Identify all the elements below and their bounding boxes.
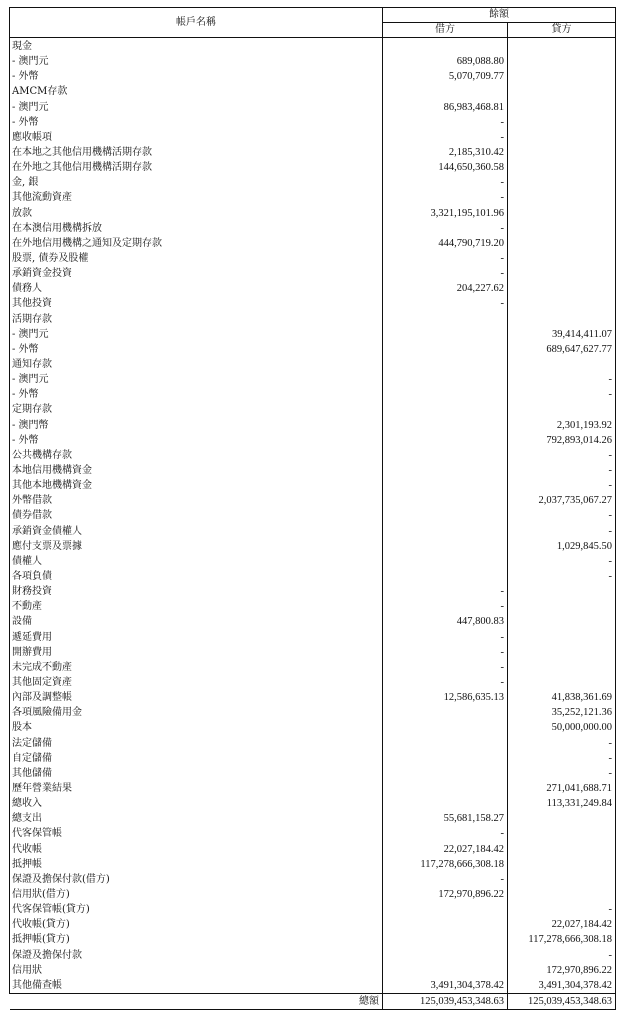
account-name-cell: 總支出 (10, 811, 383, 826)
table-row (10, 69, 616, 84)
account-name-cell: 信用狀(借方) (10, 887, 383, 902)
debit-cell (383, 751, 508, 766)
credit-cell (508, 887, 616, 902)
debit-cell: - (383, 115, 508, 130)
table-row (10, 100, 616, 115)
account-name-cell: 定期存款 (10, 402, 383, 417)
account-name-cell: 在外地之其他信用機構活期存款 (10, 160, 383, 175)
table-row (10, 38, 616, 55)
credit-cell (508, 115, 616, 130)
account-name-cell: 代客保管帳 (10, 826, 383, 841)
account-name-cell: 公共機構存款 (10, 448, 383, 463)
credit-cell (508, 84, 616, 99)
debit-cell (383, 84, 508, 99)
debit-cell: - (383, 266, 508, 281)
account-name-cell: 抵押帳(貸方) (10, 932, 383, 947)
table-body (10, 38, 616, 994)
credit-cell (508, 54, 616, 69)
table-row (10, 342, 616, 357)
credit-cell: - (508, 766, 616, 781)
debit-cell (383, 932, 508, 947)
credit-cell: - (508, 478, 616, 493)
table-row (10, 387, 616, 402)
table-row (10, 932, 616, 947)
table-row (10, 690, 616, 705)
table-row (10, 266, 616, 281)
account-name-cell: 歷年營業結果 (10, 781, 383, 796)
table-row (10, 236, 616, 251)
account-name-cell: 通知存款 (10, 357, 383, 372)
account-name-cell: 各項風險備用金 (10, 705, 383, 720)
account-name-cell: - 澳門元 (10, 54, 383, 69)
debit-cell (383, 387, 508, 402)
credit-cell (508, 190, 616, 205)
credit-cell (508, 402, 616, 417)
account-name-cell: - 外幣 (10, 433, 383, 448)
credit-cell: - (508, 524, 616, 539)
credit-cell: 117,278,666,308.18 (508, 932, 616, 947)
credit-cell: 39,414,411.07 (508, 327, 616, 342)
credit-cell (508, 645, 616, 660)
debit-cell: 144,650,360.58 (383, 160, 508, 175)
balance-header: 餘額 (383, 8, 616, 23)
credit-cell: - (508, 751, 616, 766)
table-row (10, 705, 616, 720)
debit-cell: 55,681,158.27 (383, 811, 508, 826)
debit-cell (383, 720, 508, 735)
account-name-cell: 在本澳信用機構拆放 (10, 221, 383, 236)
credit-cell: 2,037,735,067.27 (508, 493, 616, 508)
credit-cell: 1,029,845.50 (508, 539, 616, 554)
debit-cell: - (383, 872, 508, 887)
table-row (10, 735, 616, 750)
table-row (10, 751, 616, 766)
account-name-cell: 在外地信用機構之通知及定期存款 (10, 236, 383, 251)
account-name-cell: 開辦費用 (10, 645, 383, 660)
debit-cell: - (383, 251, 508, 266)
table-row (10, 963, 616, 978)
debit-cell (383, 539, 508, 554)
table-row (10, 327, 616, 342)
debit-cell (383, 735, 508, 750)
debit-cell: - (383, 599, 508, 614)
account-name-cell: 保證及擔保付款 (10, 947, 383, 962)
debit-cell (383, 478, 508, 493)
table-row (10, 796, 616, 811)
debit-cell: - (383, 175, 508, 190)
account-name-cell: 債權人 (10, 554, 383, 569)
credit-cell (508, 826, 616, 841)
credit-cell: - (508, 448, 616, 463)
credit-cell: 2,301,193.92 (508, 418, 616, 433)
credit-cell (508, 811, 616, 826)
table-row (10, 145, 616, 160)
debit-cell: 447,800.83 (383, 614, 508, 629)
debit-cell: - (383, 660, 508, 675)
debit-cell: 204,227.62 (383, 281, 508, 296)
credit-cell: 50,000,000.00 (508, 720, 616, 735)
account-name-cell: 現金 (10, 38, 383, 55)
account-name-cell: - 澳門幣 (10, 418, 383, 433)
credit-cell: 113,331,249.84 (508, 796, 616, 811)
account-name-cell: 應收帳項 (10, 130, 383, 145)
debit-cell: 117,278,666,308.18 (383, 857, 508, 872)
credit-cell: - (508, 947, 616, 962)
table-row (10, 221, 616, 236)
table-row (10, 54, 616, 69)
table-row (10, 448, 616, 463)
credit-cell (508, 312, 616, 327)
debit-cell: 22,027,184.42 (383, 841, 508, 856)
credit-cell: - (508, 463, 616, 478)
debit-cell (383, 327, 508, 342)
credit-cell (508, 160, 616, 175)
debit-cell (383, 493, 508, 508)
account-name-header: 帳戶名稱 (10, 8, 383, 38)
account-name-cell: 其他固定資產 (10, 675, 383, 690)
account-name-cell: - 外幣 (10, 69, 383, 84)
debit-cell (383, 902, 508, 917)
debit-cell: 3,321,195,101.96 (383, 206, 508, 221)
credit-cell (508, 236, 616, 251)
debit-cell (383, 554, 508, 569)
debit-cell (383, 766, 508, 781)
debit-cell: - (383, 675, 508, 690)
table-row (10, 463, 616, 478)
table-row (10, 478, 616, 493)
credit-cell: - (508, 508, 616, 523)
account-name-cell: 其他儲備 (10, 766, 383, 781)
credit-cell: 689,647,627.77 (508, 342, 616, 357)
account-name-cell: 外幣借款 (10, 493, 383, 508)
account-name-cell: 遞延費用 (10, 629, 383, 644)
account-name-cell: 總收入 (10, 796, 383, 811)
credit-cell: - (508, 554, 616, 569)
table-row (10, 296, 616, 311)
credit-cell (508, 38, 616, 55)
table-row (10, 781, 616, 796)
debit-cell: 2,185,310.42 (383, 145, 508, 160)
table-row (10, 675, 616, 690)
debit-cell (383, 418, 508, 433)
credit-cell (508, 221, 616, 236)
credit-header: 貸方 (508, 23, 616, 38)
account-name-cell: 其他流動資產 (10, 190, 383, 205)
credit-cell: 22,027,184.42 (508, 917, 616, 932)
debit-cell (383, 357, 508, 372)
account-name-cell: 其他本地機構資金 (10, 478, 383, 493)
account-name-cell: 抵押帳 (10, 857, 383, 872)
debit-cell: - (383, 190, 508, 205)
credit-cell (508, 175, 616, 190)
table-row (10, 599, 616, 614)
debit-cell (383, 796, 508, 811)
debit-cell (383, 508, 508, 523)
account-name-cell: AMCM存款 (10, 84, 383, 99)
account-name-cell: 不動產 (10, 599, 383, 614)
table-row (10, 524, 616, 539)
debit-cell (383, 917, 508, 932)
debit-cell (383, 524, 508, 539)
credit-cell (508, 857, 616, 872)
debit-cell: 86,983,468.81 (383, 100, 508, 115)
account-name-cell: 活期存款 (10, 312, 383, 327)
credit-cell (508, 872, 616, 887)
account-name-cell: 承銷資金投資 (10, 266, 383, 281)
credit-cell (508, 660, 616, 675)
table-row (10, 811, 616, 826)
debit-cell (383, 342, 508, 357)
account-name-cell: 財務投資 (10, 584, 383, 599)
credit-cell (508, 296, 616, 311)
table-row (10, 84, 616, 99)
trial-balance-sheet (9, 7, 615, 1007)
credit-cell (508, 145, 616, 160)
account-name-cell: 設備 (10, 614, 383, 629)
account-name-cell: 信用狀 (10, 963, 383, 978)
credit-cell: 3,491,304,378.42 (508, 978, 616, 994)
account-name-cell: 代客保管帳(貸方) (10, 902, 383, 917)
debit-cell (383, 569, 508, 584)
account-name-cell: 放款 (10, 206, 383, 221)
account-name-cell: 其他投資 (10, 296, 383, 311)
table-row (10, 281, 616, 296)
debit-cell: - (383, 584, 508, 599)
table-row (10, 645, 616, 660)
total-label: 總額 (10, 993, 383, 1009)
table-row (10, 554, 616, 569)
debit-cell: - (383, 645, 508, 660)
credit-cell (508, 357, 616, 372)
table-row (10, 372, 616, 387)
debit-cell (383, 433, 508, 448)
credit-cell: - (508, 372, 616, 387)
account-name-cell: 法定儲備 (10, 735, 383, 750)
table-row (10, 887, 616, 902)
account-name-cell: - 外幣 (10, 387, 383, 402)
table-row (10, 614, 616, 629)
credit-cell: - (508, 569, 616, 584)
credit-cell (508, 614, 616, 629)
credit-cell (508, 629, 616, 644)
table-row (10, 569, 616, 584)
account-name-cell: - 澳門元 (10, 327, 383, 342)
account-name-cell: - 外幣 (10, 115, 383, 130)
debit-cell (383, 705, 508, 720)
debit-cell (383, 372, 508, 387)
credit-cell (508, 100, 616, 115)
table-row (10, 917, 616, 932)
total-row (10, 993, 616, 1009)
debit-cell (383, 448, 508, 463)
table-row (10, 766, 616, 781)
table-row (10, 357, 616, 372)
debit-cell: 5,070,709.77 (383, 69, 508, 84)
total-debit: 125,039,453,348.63 (383, 993, 508, 1009)
debit-cell: - (383, 629, 508, 644)
table-row (10, 660, 616, 675)
trial-balance-table (9, 7, 616, 1010)
account-name-cell: - 澳門元 (10, 100, 383, 115)
table-row (10, 720, 616, 735)
credit-cell: 35,252,121.36 (508, 705, 616, 720)
table-row (10, 584, 616, 599)
debit-cell: - (383, 296, 508, 311)
account-name-cell: 未完成不動產 (10, 660, 383, 675)
table-row (10, 206, 616, 221)
table-row (10, 312, 616, 327)
account-name-cell: 股票, 債券及股權 (10, 251, 383, 266)
credit-cell (508, 206, 616, 221)
account-name-cell: 代收帳(貸方) (10, 917, 383, 932)
table-row (10, 826, 616, 841)
account-name-cell: 應付支票及票據 (10, 539, 383, 554)
table-row (10, 947, 616, 962)
table-row (10, 629, 616, 644)
account-name-cell: 債務人 (10, 281, 383, 296)
table-row (10, 115, 616, 130)
credit-cell: - (508, 387, 616, 402)
account-name-cell: 本地信用機構資金 (10, 463, 383, 478)
table-row (10, 493, 616, 508)
account-name-cell: 金, 銀 (10, 175, 383, 190)
credit-cell: 41,838,361.69 (508, 690, 616, 705)
credit-cell: 792,893,014.26 (508, 433, 616, 448)
table-row (10, 175, 616, 190)
table-row (10, 402, 616, 417)
credit-cell: - (508, 735, 616, 750)
debit-cell (383, 402, 508, 417)
debit-cell (383, 463, 508, 478)
table-row (10, 508, 616, 523)
account-name-cell: - 澳門元 (10, 372, 383, 387)
account-name-cell: 自定儲備 (10, 751, 383, 766)
table-row (10, 539, 616, 554)
table-row (10, 872, 616, 887)
account-name-cell: 承銷資金債權人 (10, 524, 383, 539)
table-row (10, 841, 616, 856)
credit-cell (508, 841, 616, 856)
debit-cell: 3,491,304,378.42 (383, 978, 508, 994)
account-name-cell: - 外幣 (10, 342, 383, 357)
credit-cell (508, 251, 616, 266)
credit-cell: 271,041,688.71 (508, 781, 616, 796)
credit-cell (508, 69, 616, 84)
credit-cell (508, 584, 616, 599)
account-name-cell: 保證及擔保付款(借方) (10, 872, 383, 887)
table-row (10, 433, 616, 448)
account-name-cell: 股本 (10, 720, 383, 735)
table-row (10, 902, 616, 917)
debit-cell: - (383, 130, 508, 145)
credit-cell: - (508, 902, 616, 917)
debit-cell: 172,970,896.22 (383, 887, 508, 902)
debit-header: 借方 (383, 23, 508, 38)
table-row (10, 190, 616, 205)
table-header (10, 8, 616, 38)
debit-cell: 12,586,635.13 (383, 690, 508, 705)
table-row (10, 251, 616, 266)
debit-cell (383, 312, 508, 327)
debit-cell: - (383, 221, 508, 236)
table-row (10, 857, 616, 872)
debit-cell: 444,790,719.20 (383, 236, 508, 251)
credit-cell: 172,970,896.22 (508, 963, 616, 978)
debit-cell (383, 963, 508, 978)
debit-cell (383, 947, 508, 962)
account-name-cell: 在本地之其他信用機構活期存款 (10, 145, 383, 160)
table-row (10, 978, 616, 994)
account-name-cell: 各項負債 (10, 569, 383, 584)
account-name-cell: 債券借款 (10, 508, 383, 523)
account-name-cell: 內部及調整帳 (10, 690, 383, 705)
total-credit: 125,039,453,348.63 (508, 993, 616, 1009)
credit-cell (508, 130, 616, 145)
account-name-cell: 代收帳 (10, 841, 383, 856)
credit-cell (508, 281, 616, 296)
debit-cell (383, 38, 508, 55)
table-row (10, 418, 616, 433)
account-name-cell: 其他備查帳 (10, 978, 383, 994)
credit-cell (508, 266, 616, 281)
table-row (10, 160, 616, 175)
debit-cell (383, 781, 508, 796)
debit-cell: - (383, 826, 508, 841)
credit-cell (508, 599, 616, 614)
debit-cell: 689,088.80 (383, 54, 508, 69)
table-row (10, 130, 616, 145)
credit-cell (508, 675, 616, 690)
